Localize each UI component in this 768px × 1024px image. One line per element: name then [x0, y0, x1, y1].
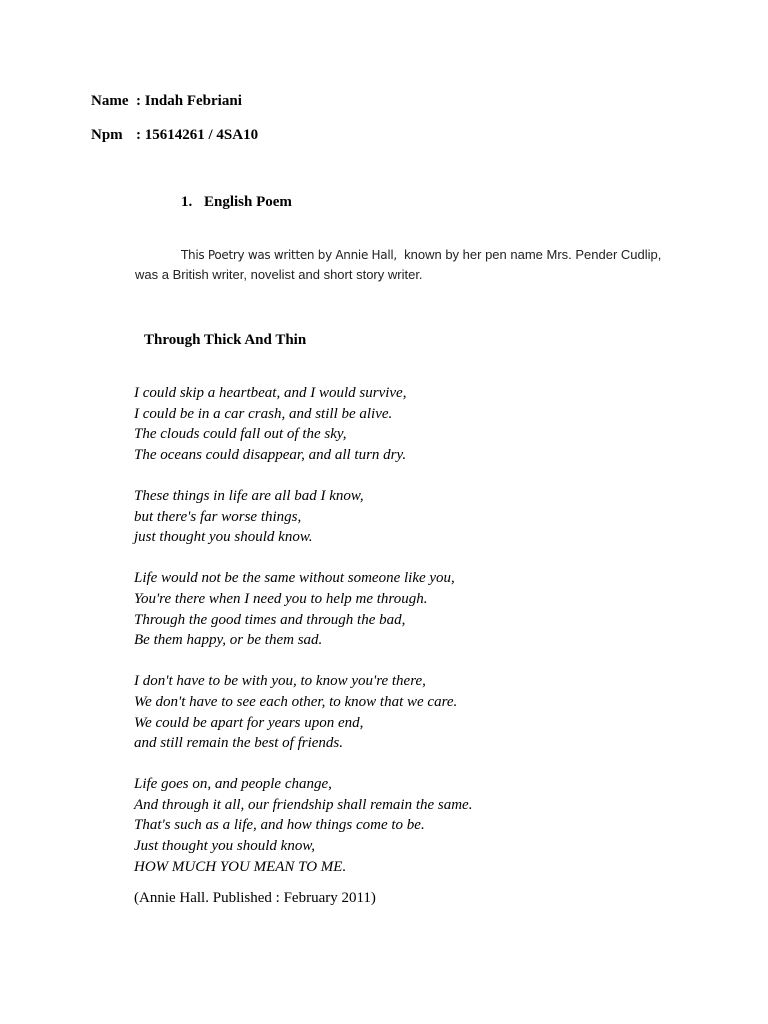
poem-line: We don't have to see each other, to know that we care.	[134, 693, 458, 710]
intro-line-1	[181, 247, 661, 262]
section-heading	[181, 194, 292, 211]
poem-stanza	[134, 568, 472, 650]
poem-line: I could skip a heartbeat, and I would survive,	[134, 385, 407, 401]
poem-line: Just thought you should know,	[134, 838, 315, 855]
poem-line: but there's far worse things,	[134, 508, 302, 525]
intro-line-2: was a British writer, novelist and short story writer.	[135, 267, 423, 282]
poem-line: That's such as a life, and how things come to be.	[134, 817, 425, 834]
npm-label: Npm	[91, 127, 123, 143]
poem-stanza	[134, 671, 472, 753]
poem-line: You're there when I need you to help me through.	[134, 590, 428, 607]
poem-line: Through the good times and through the bad,	[134, 611, 406, 628]
poem-line: I don't have to be with you, to know you're there,	[134, 673, 426, 690]
poem-line: The oceans could disappear, and all turn dry.	[134, 446, 407, 463]
poem-credit: (Annie Hall. Published : February 2011)	[134, 890, 376, 906]
poem-line: These things in life are all bad I know,	[134, 487, 364, 504]
poem-title: Through Thick And Thin	[144, 332, 307, 348]
poem-line: Life goes on, and people change,	[134, 776, 332, 793]
poem-stanza	[134, 383, 472, 465]
poem-stanza	[134, 774, 472, 877]
poem-line: I could be in a car crash, and still be alive.	[134, 405, 393, 422]
poem-line: And through it all, our friendship shall remain the same.	[134, 796, 473, 813]
poem-line: Be them happy, or be them sad.	[134, 632, 323, 649]
name-label: Name	[91, 93, 129, 109]
intro-prefix: This Poetry was written by Annie Hall,	[181, 248, 397, 262]
section-title: English Poem	[204, 194, 292, 210]
intro-line1-rest: known by her pen name Mrs. Pender Cudlip,	[404, 247, 662, 262]
poem-line: and still remain the best of friends.	[134, 735, 344, 752]
npm-row	[91, 127, 258, 144]
poem-line: just thought you should know.	[134, 529, 313, 546]
name-row	[91, 93, 242, 110]
poem-line: HOW MUCH YOU MEAN TO ME.	[134, 858, 347, 875]
poem-line: We could be apart for years upon end,	[134, 714, 364, 731]
poem-body	[134, 383, 472, 877]
poem-line: The clouds could fall out of the sky,	[134, 426, 347, 443]
poem-stanza	[134, 486, 472, 548]
name-value: : Indah Febriani	[136, 93, 242, 109]
poem-line: Life would not be the same without someone like you,	[134, 570, 455, 587]
npm-value: : 15614261 / 4SA10	[136, 127, 259, 143]
section-number: 1.	[181, 194, 193, 210]
